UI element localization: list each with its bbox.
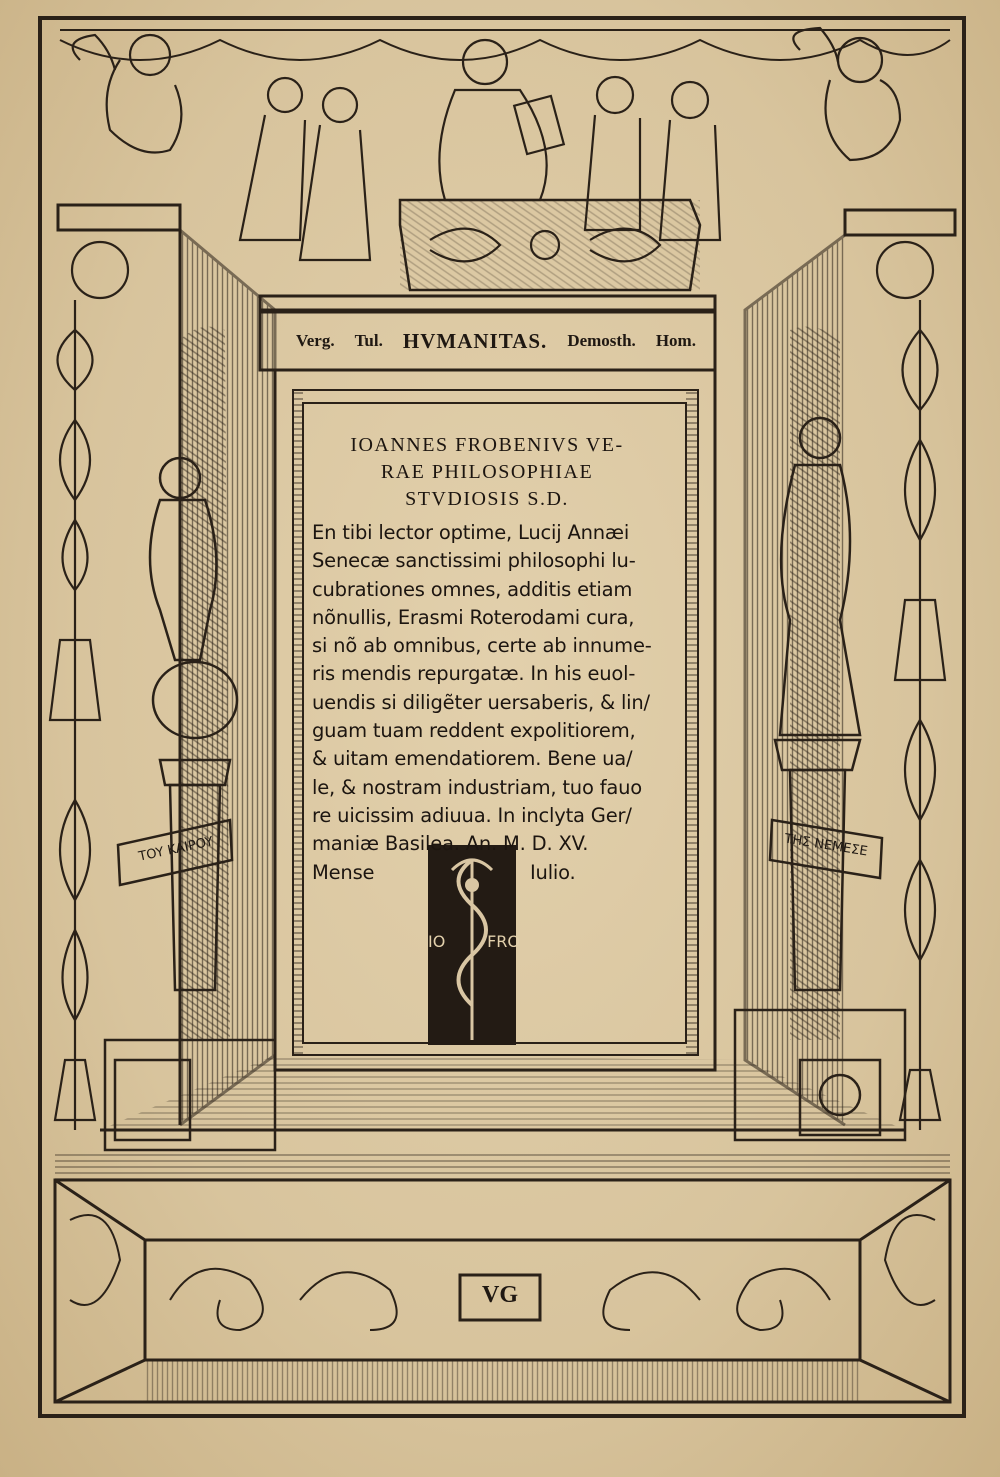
inscription-humanitas: HVMANITAS. <box>402 328 548 353</box>
body-line: re uicissim adiuua. In inclyta Ger/ <box>312 803 632 827</box>
heading-line: IOANNES FROBENIVS VE- <box>350 434 624 456</box>
printer-mark <box>420 932 524 956</box>
sign-tou-kairou: TOY KAIPOY <box>137 834 215 865</box>
inscription-hom: Hom. <box>655 331 696 350</box>
body-line: nõnullis, Erasmi Roterodami cura, <box>312 605 635 629</box>
body-line: & uitam emendatiorem. Bene ua/ <box>312 747 633 771</box>
body-line: guam tuam reddent expolitiorem, <box>312 719 636 743</box>
inscription-verg: Verg. <box>296 331 335 350</box>
closing-line <box>312 859 662 887</box>
humanitas-inscription <box>286 324 706 358</box>
printer-mark-fro: FRO <box>487 932 520 951</box>
heading-line: RAE PHILOSOPHIAE <box>380 461 594 483</box>
heading <box>312 432 662 513</box>
closing-iulio: Iulio. <box>530 860 576 884</box>
right-candelabrum <box>877 242 945 1130</box>
body-line: ris mendis repurgatæ. In his euol- <box>312 662 636 686</box>
body-line: maniæ Basilea. An. M. D. XV. <box>312 832 589 856</box>
dedication-text <box>312 432 662 887</box>
inscription-tul: Tul. <box>354 331 383 350</box>
sign-tes-nemeses: ΤΗΣ ΝΕΜΕΣΕ <box>783 831 869 860</box>
closing-mense: Mense <box>312 860 375 884</box>
body-line: le, & nostram industriam, tuo fauo <box>312 775 643 799</box>
body-line: En tibi lector optime, Lucij Annæi <box>312 521 630 544</box>
body-text <box>312 519 662 887</box>
monogram: VG <box>482 1282 518 1308</box>
inscription-demosth: Demosth. <box>567 331 636 350</box>
heading-line: STVDIOSIS S.D. <box>405 488 569 510</box>
body-line: cubrationes omnes, additis etiam <box>312 577 633 601</box>
left-candelabrum <box>50 242 128 1130</box>
body-line: Senecæ sanctissimi philosophi lu- <box>312 549 636 573</box>
body-line: uendis si diligẽter uersaberis, & lin/ <box>312 690 650 714</box>
scroll-ornament <box>70 1215 935 1330</box>
printer-mark-io: IO <box>428 932 446 951</box>
body-line: si nõ ab omnibus, certe ab innume- <box>312 634 652 658</box>
